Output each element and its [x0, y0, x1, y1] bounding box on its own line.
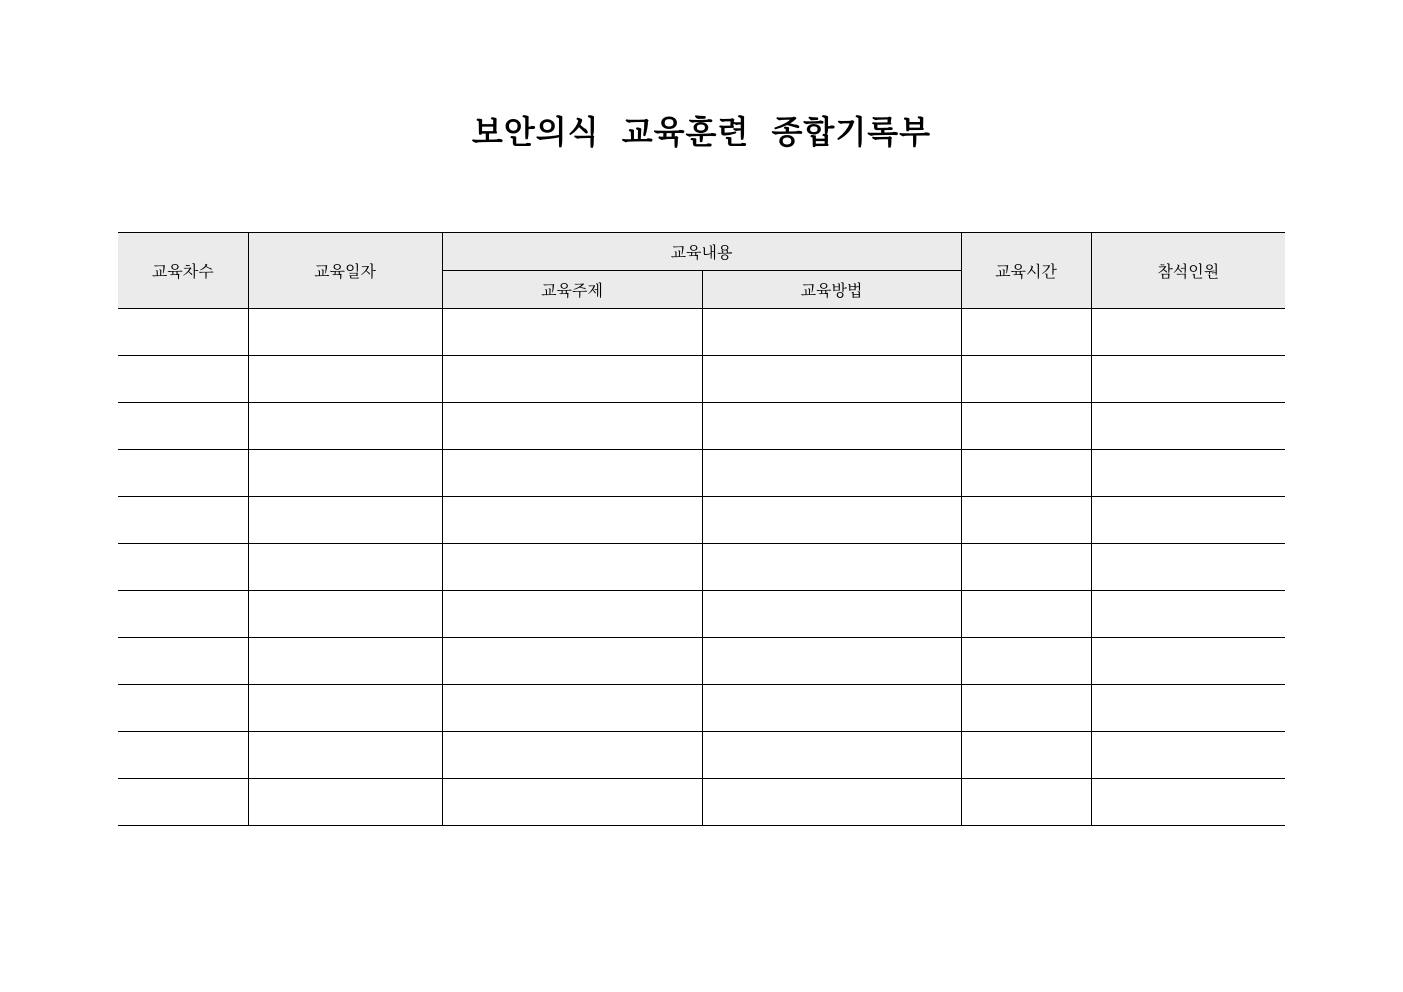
session-cell[interactable] — [118, 450, 248, 497]
attendees-cell[interactable] — [1091, 732, 1285, 779]
duration-cell[interactable] — [961, 450, 1091, 497]
duration-cell[interactable] — [961, 309, 1091, 356]
topic-cell[interactable] — [442, 356, 702, 403]
attendees-cell[interactable] — [1091, 638, 1285, 685]
training-record-table — [118, 232, 1285, 826]
topic-cell[interactable] — [442, 450, 702, 497]
date-cell[interactable] — [248, 544, 442, 591]
session-cell[interactable] — [118, 544, 248, 591]
table-row — [118, 309, 1285, 356]
method-cell[interactable] — [702, 732, 961, 779]
table-row — [118, 497, 1285, 544]
table-row — [118, 685, 1285, 732]
topic-cell[interactable] — [442, 497, 702, 544]
table-row — [118, 356, 1285, 403]
attendees-cell[interactable] — [1091, 591, 1285, 638]
table-row — [118, 544, 1285, 591]
header-attendees: 참석인원 — [1091, 233, 1285, 309]
header-content-group: 교육내용 — [442, 233, 961, 271]
attendees-cell[interactable] — [1091, 544, 1285, 591]
duration-cell[interactable] — [961, 779, 1091, 826]
session-cell[interactable] — [118, 591, 248, 638]
header-method: 교육방법 — [702, 271, 961, 309]
method-cell[interactable] — [702, 685, 961, 732]
header-date: 교육일자 — [248, 233, 442, 309]
method-cell[interactable] — [702, 591, 961, 638]
method-cell[interactable] — [702, 544, 961, 591]
date-cell[interactable] — [248, 732, 442, 779]
attendees-cell[interactable] — [1091, 309, 1285, 356]
date-cell[interactable] — [248, 403, 442, 450]
table-row — [118, 638, 1285, 685]
method-cell[interactable] — [702, 638, 961, 685]
topic-cell[interactable] — [442, 309, 702, 356]
duration-cell[interactable] — [961, 732, 1091, 779]
method-cell[interactable] — [702, 403, 961, 450]
table-row — [118, 403, 1285, 450]
method-cell[interactable] — [702, 779, 961, 826]
duration-cell[interactable] — [961, 356, 1091, 403]
attendees-cell[interactable] — [1091, 685, 1285, 732]
session-cell[interactable] — [118, 356, 248, 403]
topic-cell[interactable] — [442, 591, 702, 638]
page-title: 보안의식 교육훈련 종합기록부 — [471, 113, 932, 151]
attendees-cell[interactable] — [1091, 356, 1285, 403]
topic-cell[interactable] — [442, 638, 702, 685]
attendees-cell[interactable] — [1091, 779, 1285, 826]
duration-cell[interactable] — [961, 544, 1091, 591]
session-cell[interactable] — [118, 779, 248, 826]
topic-cell[interactable] — [442, 779, 702, 826]
date-cell[interactable] — [248, 356, 442, 403]
header-session: 교육차수 — [118, 233, 248, 309]
date-cell[interactable] — [248, 685, 442, 732]
session-cell[interactable] — [118, 403, 248, 450]
date-cell[interactable] — [248, 779, 442, 826]
header-duration: 교육시간 — [961, 233, 1091, 309]
method-cell[interactable] — [702, 309, 961, 356]
session-cell[interactable] — [118, 497, 248, 544]
method-cell[interactable] — [702, 497, 961, 544]
session-cell[interactable] — [118, 685, 248, 732]
table-row — [118, 779, 1285, 826]
topic-cell[interactable] — [442, 544, 702, 591]
session-cell[interactable] — [118, 309, 248, 356]
topic-cell[interactable] — [442, 403, 702, 450]
table-row — [118, 591, 1285, 638]
method-cell[interactable] — [702, 356, 961, 403]
attendees-cell[interactable] — [1091, 403, 1285, 450]
date-cell[interactable] — [248, 497, 442, 544]
table-body — [118, 309, 1285, 826]
duration-cell[interactable] — [961, 685, 1091, 732]
topic-cell[interactable] — [442, 732, 702, 779]
date-cell[interactable] — [248, 638, 442, 685]
duration-cell[interactable] — [961, 403, 1091, 450]
attendees-cell[interactable] — [1091, 450, 1285, 497]
duration-cell[interactable] — [961, 638, 1091, 685]
table-row — [118, 450, 1285, 497]
duration-cell[interactable] — [961, 497, 1091, 544]
session-cell[interactable] — [118, 638, 248, 685]
date-cell[interactable] — [248, 591, 442, 638]
header-topic: 교육주제 — [442, 271, 702, 309]
duration-cell[interactable] — [961, 591, 1091, 638]
topic-cell[interactable] — [442, 685, 702, 732]
attendees-cell[interactable] — [1091, 497, 1285, 544]
date-cell[interactable] — [248, 450, 442, 497]
table-row — [118, 732, 1285, 779]
date-cell[interactable] — [248, 309, 442, 356]
method-cell[interactable] — [702, 450, 961, 497]
session-cell[interactable] — [118, 732, 248, 779]
